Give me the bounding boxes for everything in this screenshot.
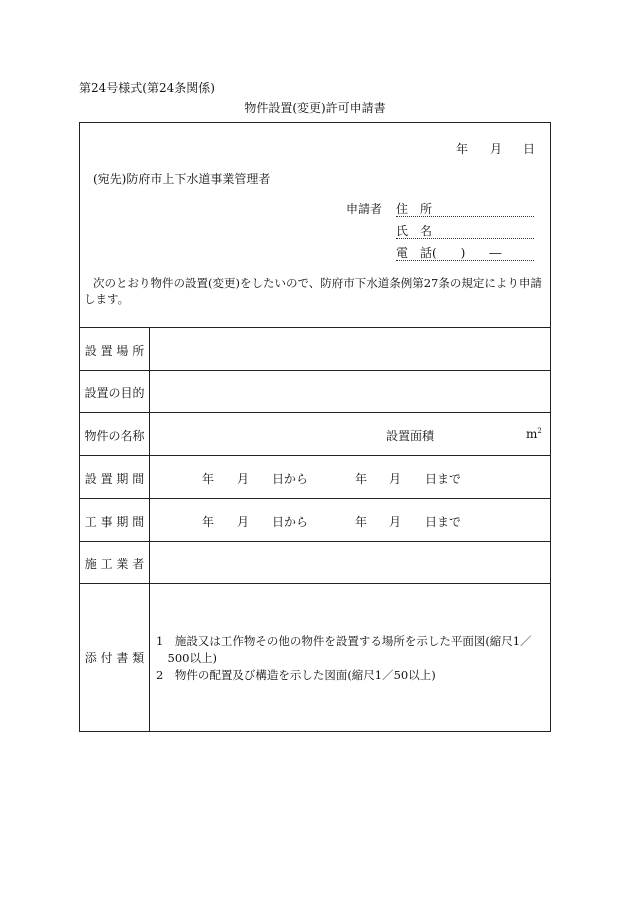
phone-label: 電 話( ) ― xyxy=(396,246,502,260)
row-divider xyxy=(80,455,550,456)
construction-from-day: 日から xyxy=(272,515,309,529)
name-label: 氏 名 xyxy=(396,224,433,238)
row-divider xyxy=(80,412,550,413)
table-top-border xyxy=(80,327,550,328)
attachment-item-1-continued: 500以上) xyxy=(156,651,217,665)
construction-from-year: 年 xyxy=(202,515,215,529)
row-label-object-name: 物件の名称 xyxy=(84,429,145,443)
row-divider xyxy=(80,370,550,371)
row-label-construction-period: 工 事 期 間 xyxy=(84,515,145,529)
installation-to-month: 月 xyxy=(389,472,402,486)
construction-from-month: 月 xyxy=(237,515,250,529)
phone-line xyxy=(396,260,534,261)
row-divider xyxy=(80,498,550,499)
name-line xyxy=(396,238,534,239)
form-title: 物件設置(変更)許可申請書 xyxy=(244,101,386,115)
construction-to-day: 日まで xyxy=(425,515,462,529)
form-number: 第24号様式(第24条関係) xyxy=(79,81,215,95)
installation-from-month: 月 xyxy=(237,472,250,486)
area-label: 設置面積 xyxy=(386,429,435,443)
area-unit: $m^2$ xyxy=(526,427,542,441)
row-label-contractor: 施 工 業 者 xyxy=(84,557,145,571)
attachment-item-2: 2 物件の配置及び構造を示した図面(縮尺1／50以上) xyxy=(156,668,436,682)
date-month-label: 月 xyxy=(490,142,503,156)
row-label-installation-purpose: 設置の目的 xyxy=(84,386,145,400)
address-line xyxy=(396,216,534,217)
date-year-label: 年 xyxy=(456,142,469,156)
row-label-installation-location: 設 置 場 所 xyxy=(84,344,145,358)
installation-to-year: 年 xyxy=(355,472,368,486)
statement-line-1: 次のとおり物件の設置(変更)をしたいので、防府市下水道条例第27条の規定により申請 xyxy=(93,276,542,290)
row-label-installation-period: 設 置 期 間 xyxy=(84,472,145,486)
address-label: 住 所 xyxy=(396,202,433,216)
date-day-label: 日 xyxy=(523,142,536,156)
installation-to-day: 日まで xyxy=(425,472,462,486)
installation-from-day: 日から xyxy=(272,472,309,486)
attachment-item-1: 1 施設又は工作物その他の物件を設置する場所を示した平面図(縮尺1／ xyxy=(156,634,532,648)
addressee: (宛先)防府市上下水道事業管理者 xyxy=(93,172,271,186)
row-label-attachments: 添 付 書 類 xyxy=(84,651,145,665)
construction-to-month: 月 xyxy=(389,515,402,529)
installation-from-year: 年 xyxy=(202,472,215,486)
row-divider xyxy=(80,583,550,584)
construction-to-year: 年 xyxy=(355,515,368,529)
column-divider xyxy=(149,327,150,731)
row-divider xyxy=(80,541,550,542)
statement-line-2: します。 xyxy=(84,292,130,306)
applicant-label: 申請者 xyxy=(346,202,383,216)
application-form xyxy=(79,122,551,732)
